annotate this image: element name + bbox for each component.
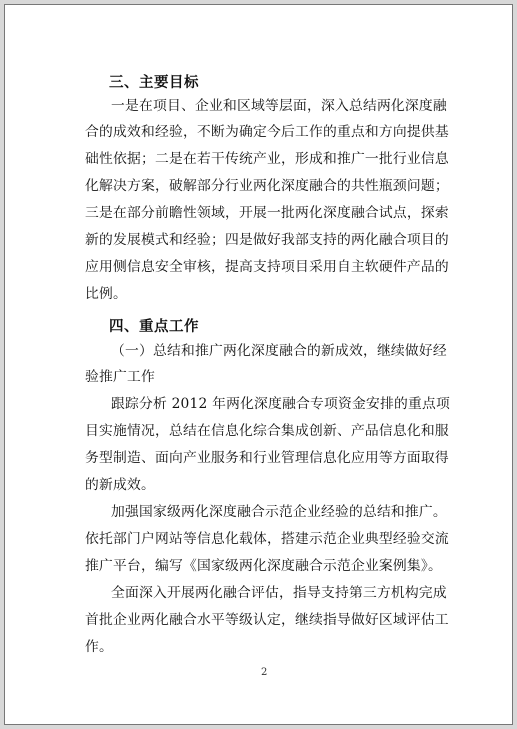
paragraph-line: 加强国家级两化深度融合示范企业经验的总结和推广。 [111,504,447,520]
subheading-line: （一）总结和推广两化深度融合的新成效，继续做好经 [111,343,447,359]
paragraph-line: 目实施情况，总结在信息化综合集成创新、产品信息化和服 [85,423,449,439]
section-heading-key-work: 四、重点工作 [109,319,199,335]
paragraph-line: 依托部门户网站等信息化载体，搭建示范企业典型经验交流 [85,531,449,547]
paragraph-line: 合的成效和经验，不断为确定今后工作的重点和方向提供基 [85,124,449,140]
paragraph-line: 化解决方案，破解部分行业两化深度融合的共性瓶颈问题； [85,178,449,194]
document-page [4,4,513,725]
paragraph-line: 作。 [85,639,113,655]
page-number: 2 [261,667,268,678]
paragraph-line: 跟踪分析 2012 年两化深度融合专项资金安排的重点项 [111,396,451,412]
paragraph-line: 应用侧信息安全审核，提高支持项目采用自主软硬件产品的 [85,259,449,275]
paragraph-line: 的新成效。 [85,477,155,493]
paragraph-line: 一是在项目、企业和区域等层面，深入总结两化深度融 [111,98,447,114]
paragraph-line: 务型制造、面向产业服务和行业管理信息化应用等方面取得 [85,450,449,466]
section-heading-main-goals: 三、主要目标 [109,75,199,91]
paragraph-line: 推广平台，编写《国家级两化深度融合示范企业案例集》。 [85,558,443,574]
paragraph-line: 新的发展模式和经验；四是做好我部支持的两化融合项目的 [85,232,449,248]
paragraph-line: 首批企业两化融合水平等级认定，继续指导做好区域评估工 [85,612,449,628]
paragraph-line: 比例。 [85,286,127,302]
paragraph-line: 础性依据；二是在若干传统产业，形成和推广一批行业信息 [85,151,449,167]
subheading-line: 验推广工作 [85,369,155,385]
paragraph-line: 三是在部分前瞻性领域，开展一批两化深度融合试点，探索 [85,205,449,221]
paragraph-line: 全面深入开展两化融合评估，指导支持第三方机构完成 [111,585,447,601]
